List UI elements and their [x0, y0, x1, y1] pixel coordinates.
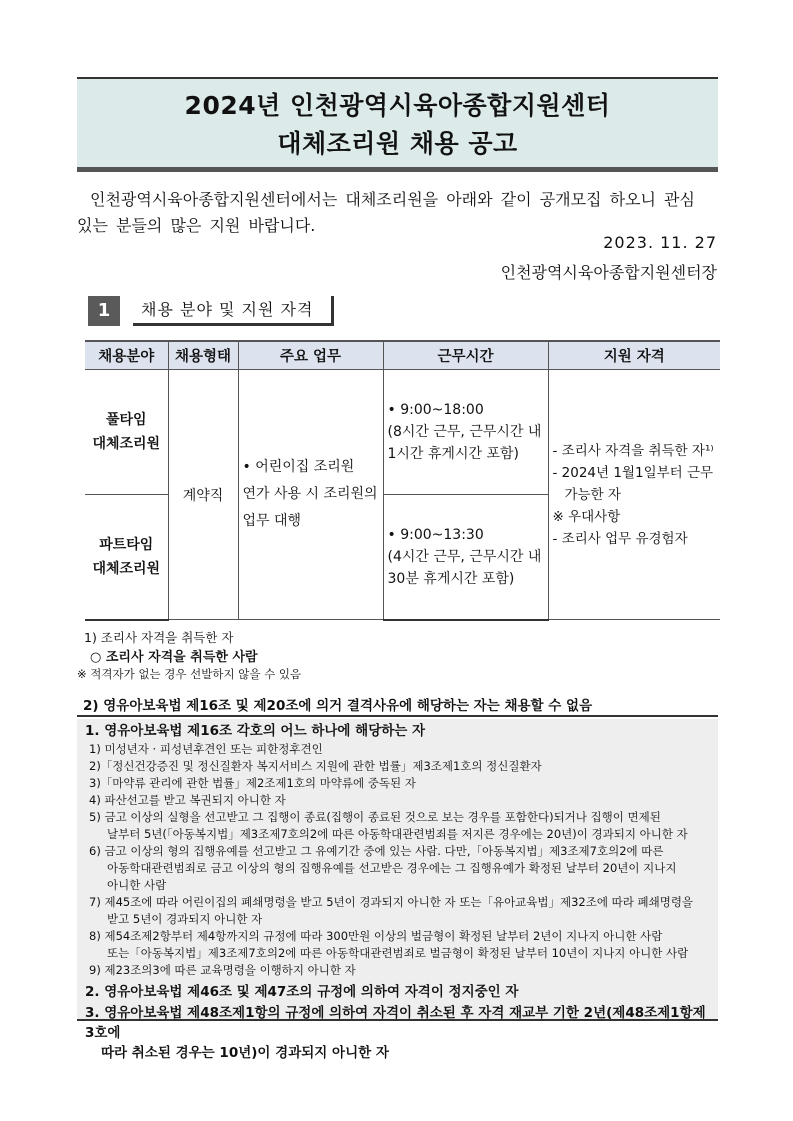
- list-item-text: 7) 제45조에 따라 어린이집의 폐쇄명령을 받고 5년이 경과되지 아니한 자 또는「유아교육법」제32조에 따라 폐쇄명령을: [89, 895, 694, 909]
- group3-title: [77, 1003, 718, 1063]
- header-cell: 채용분야: [85, 341, 168, 370]
- header-cell: 주요 업무: [238, 341, 383, 370]
- duty-text: 연가 사용 시 조리원의: [242, 486, 378, 502]
- header-cell: 채용형태: [168, 341, 238, 370]
- section-number: 1: [88, 296, 120, 326]
- table-header-row: [85, 341, 720, 370]
- group1-title: 1. 영유아보육법 제16조 각호의 어느 하나에 해당하는 자: [85, 723, 426, 739]
- group3-title-line: 3. 영유아보육법 제48조제1항의 규정에 의하여 자격이 취소된 후 자격 재교부 기한 2년(제48조제1항제3호에: [85, 1005, 706, 1041]
- list-item: [77, 792, 718, 809]
- list-item-text: 3)「마약류 관리에 관한 법률」제2조제1호의 마약류에 중독된 자: [89, 776, 416, 790]
- disqualification-box: [77, 719, 718, 1061]
- list-item: [77, 741, 718, 758]
- qualification-text: - 조리사 자격을 취득한 자¹⁾: [552, 442, 714, 459]
- footnote-remark: ※ 적격자가 없는 경우 선발하지 않을 수 있음: [77, 667, 302, 681]
- hours-text: 1시간 휴게시간 포함): [387, 446, 519, 462]
- recruitment-table: [85, 340, 720, 621]
- list-item-text: 4) 파산선고를 받고 복권되지 아니한 자: [89, 793, 286, 807]
- group3-title-line: 따라 취소된 경우는 10년)이 경과되지 아니한 자: [101, 1045, 389, 1061]
- list-item-text: 6) 금고 이상의 형의 집행유예를 선고받고 그 유예기간 중에 있는 사람. 다만,「아동복지법」제3조제7호의2에 따른: [89, 844, 664, 858]
- disqualification-heading: 2) 영유아보육법 제16조 및 제20조에 의거 결격사유에 해당하는 자는 채용할 수 없음: [77, 696, 718, 717]
- hours-text: (4시간 근무, 근무시간 내: [387, 548, 542, 565]
- list-item: [77, 962, 718, 979]
- footnote-1: 1) 조리사 자격을 취득한 자: [84, 630, 234, 645]
- list-item-text: 9) 제23조의3에 따른 교육명령을 이행하지 아니한 자: [89, 963, 356, 977]
- duty-cell: [238, 370, 383, 620]
- qualification-text: - 조리사 업무 유경험자: [552, 530, 688, 547]
- list-item: [77, 809, 718, 843]
- disqualification-list: [77, 741, 718, 979]
- hours-cell-fulltime: [383, 370, 548, 495]
- qualification-cell: [548, 370, 720, 620]
- list-item-text: 1) 미성년자 · 피성년후견인 또는 피한정후견인: [89, 742, 323, 756]
- qualification-text: - 2024년 1월1일부터 근무: [552, 464, 714, 481]
- hours-text: • 9:00~18:00: [387, 402, 484, 418]
- list-item-text: 2)「정신건강증진 및 정신질환자 복지서비스 지원에 관한 법률」제3조제1호의 정신질환자: [89, 759, 542, 773]
- group2-title: 2. 영유아보육법 제46조 및 제47조의 규정에 의하여 자격이 정지중인 자: [85, 984, 519, 1000]
- page-title-line1: 2024년 인천광역시육아종합지원센터: [184, 91, 611, 120]
- list-item: [77, 843, 718, 894]
- title-banner: [77, 77, 718, 172]
- header-cell: 지원 자격: [548, 341, 720, 370]
- intro-paragraph: 인천광역시육아종합지원센터에서는 대체조리원을 아래와 같이 공개모집 하오니 관심 있는 분들의 많은 지원 바랍니다.: [77, 190, 695, 235]
- list-item-text: 받고 5년이 경과되지 아니한 자: [107, 912, 263, 926]
- table-row: [85, 370, 720, 495]
- qualification-text: ※ 우대사항: [552, 508, 621, 525]
- field-label: 풀타임: [105, 412, 147, 428]
- hours-text: • 9:00~13:30: [387, 526, 484, 543]
- hours-cell-parttime: [383, 495, 548, 620]
- list-item-text: 아니한 사람: [107, 878, 167, 892]
- list-item: [77, 758, 718, 775]
- list-item: [77, 775, 718, 792]
- announcement-signature: 인천광역시육아종합지원센터장: [500, 263, 717, 282]
- page-title-line2: 대체조리원 채용 공고: [277, 129, 518, 158]
- field-cell-parttime: [85, 495, 168, 620]
- list-item-text: 8) 제54조제2항부터 제4항까지의 규정에 따라 300만원 이상의 벌금형이 확정된 날부터 2년이 지나지 아니한 사람: [89, 929, 663, 943]
- list-item-text: 날부터 5년(「아동복지법」제3조제7호의2에 따른 아동학대관련범죄를 저지른 경우에는 20년)이 경과되지 아니한 자: [107, 827, 688, 841]
- list-item: [77, 894, 718, 928]
- duty-text: • 어린이집 조리원: [242, 459, 355, 475]
- list-item-text: 5) 금고 이상의 실형을 선고받고 그 집행이 종료(집행이 종료된 것으로 보는 경우를 포함한다)되거나 집행이 면제된: [89, 810, 661, 824]
- qualification-text: 가능한 자: [564, 486, 621, 503]
- list-item-text: 아동학대관련범죄로 금고 이상의 형의 집행유예를 선고받은 경우에는 그 집행유예가 확정된 날부터 20년이 지나지: [107, 861, 677, 875]
- announcement-date: 2023. 11. 27: [603, 233, 717, 252]
- field-label: 대체조리원: [92, 560, 161, 577]
- duty-text: 업무 대행: [242, 513, 302, 529]
- list-item-text: 또는「아동복지법」제3조제7호의2에 따른 아동학대관련범죄로 벌금형이 확정된 날부터 10년이 지나지 아니한 사람: [107, 946, 689, 960]
- field-label: 대체조리원: [92, 436, 161, 452]
- hours-text: (8시간 근무, 근무시간 내: [387, 424, 542, 440]
- list-item: [77, 928, 718, 962]
- footnote-emphasis: ○ 조리사 자격을 취득한 사람: [90, 650, 258, 665]
- hours-text: 30분 휴게시간 포함): [387, 570, 515, 587]
- field-label: 파트타임: [99, 536, 154, 553]
- employment-type-cell: 계약직: [168, 370, 238, 620]
- field-cell-fulltime: [85, 370, 168, 495]
- header-cell: 근무시간: [383, 341, 548, 370]
- section-title: 채용 분야 및 지원 자격: [133, 296, 334, 326]
